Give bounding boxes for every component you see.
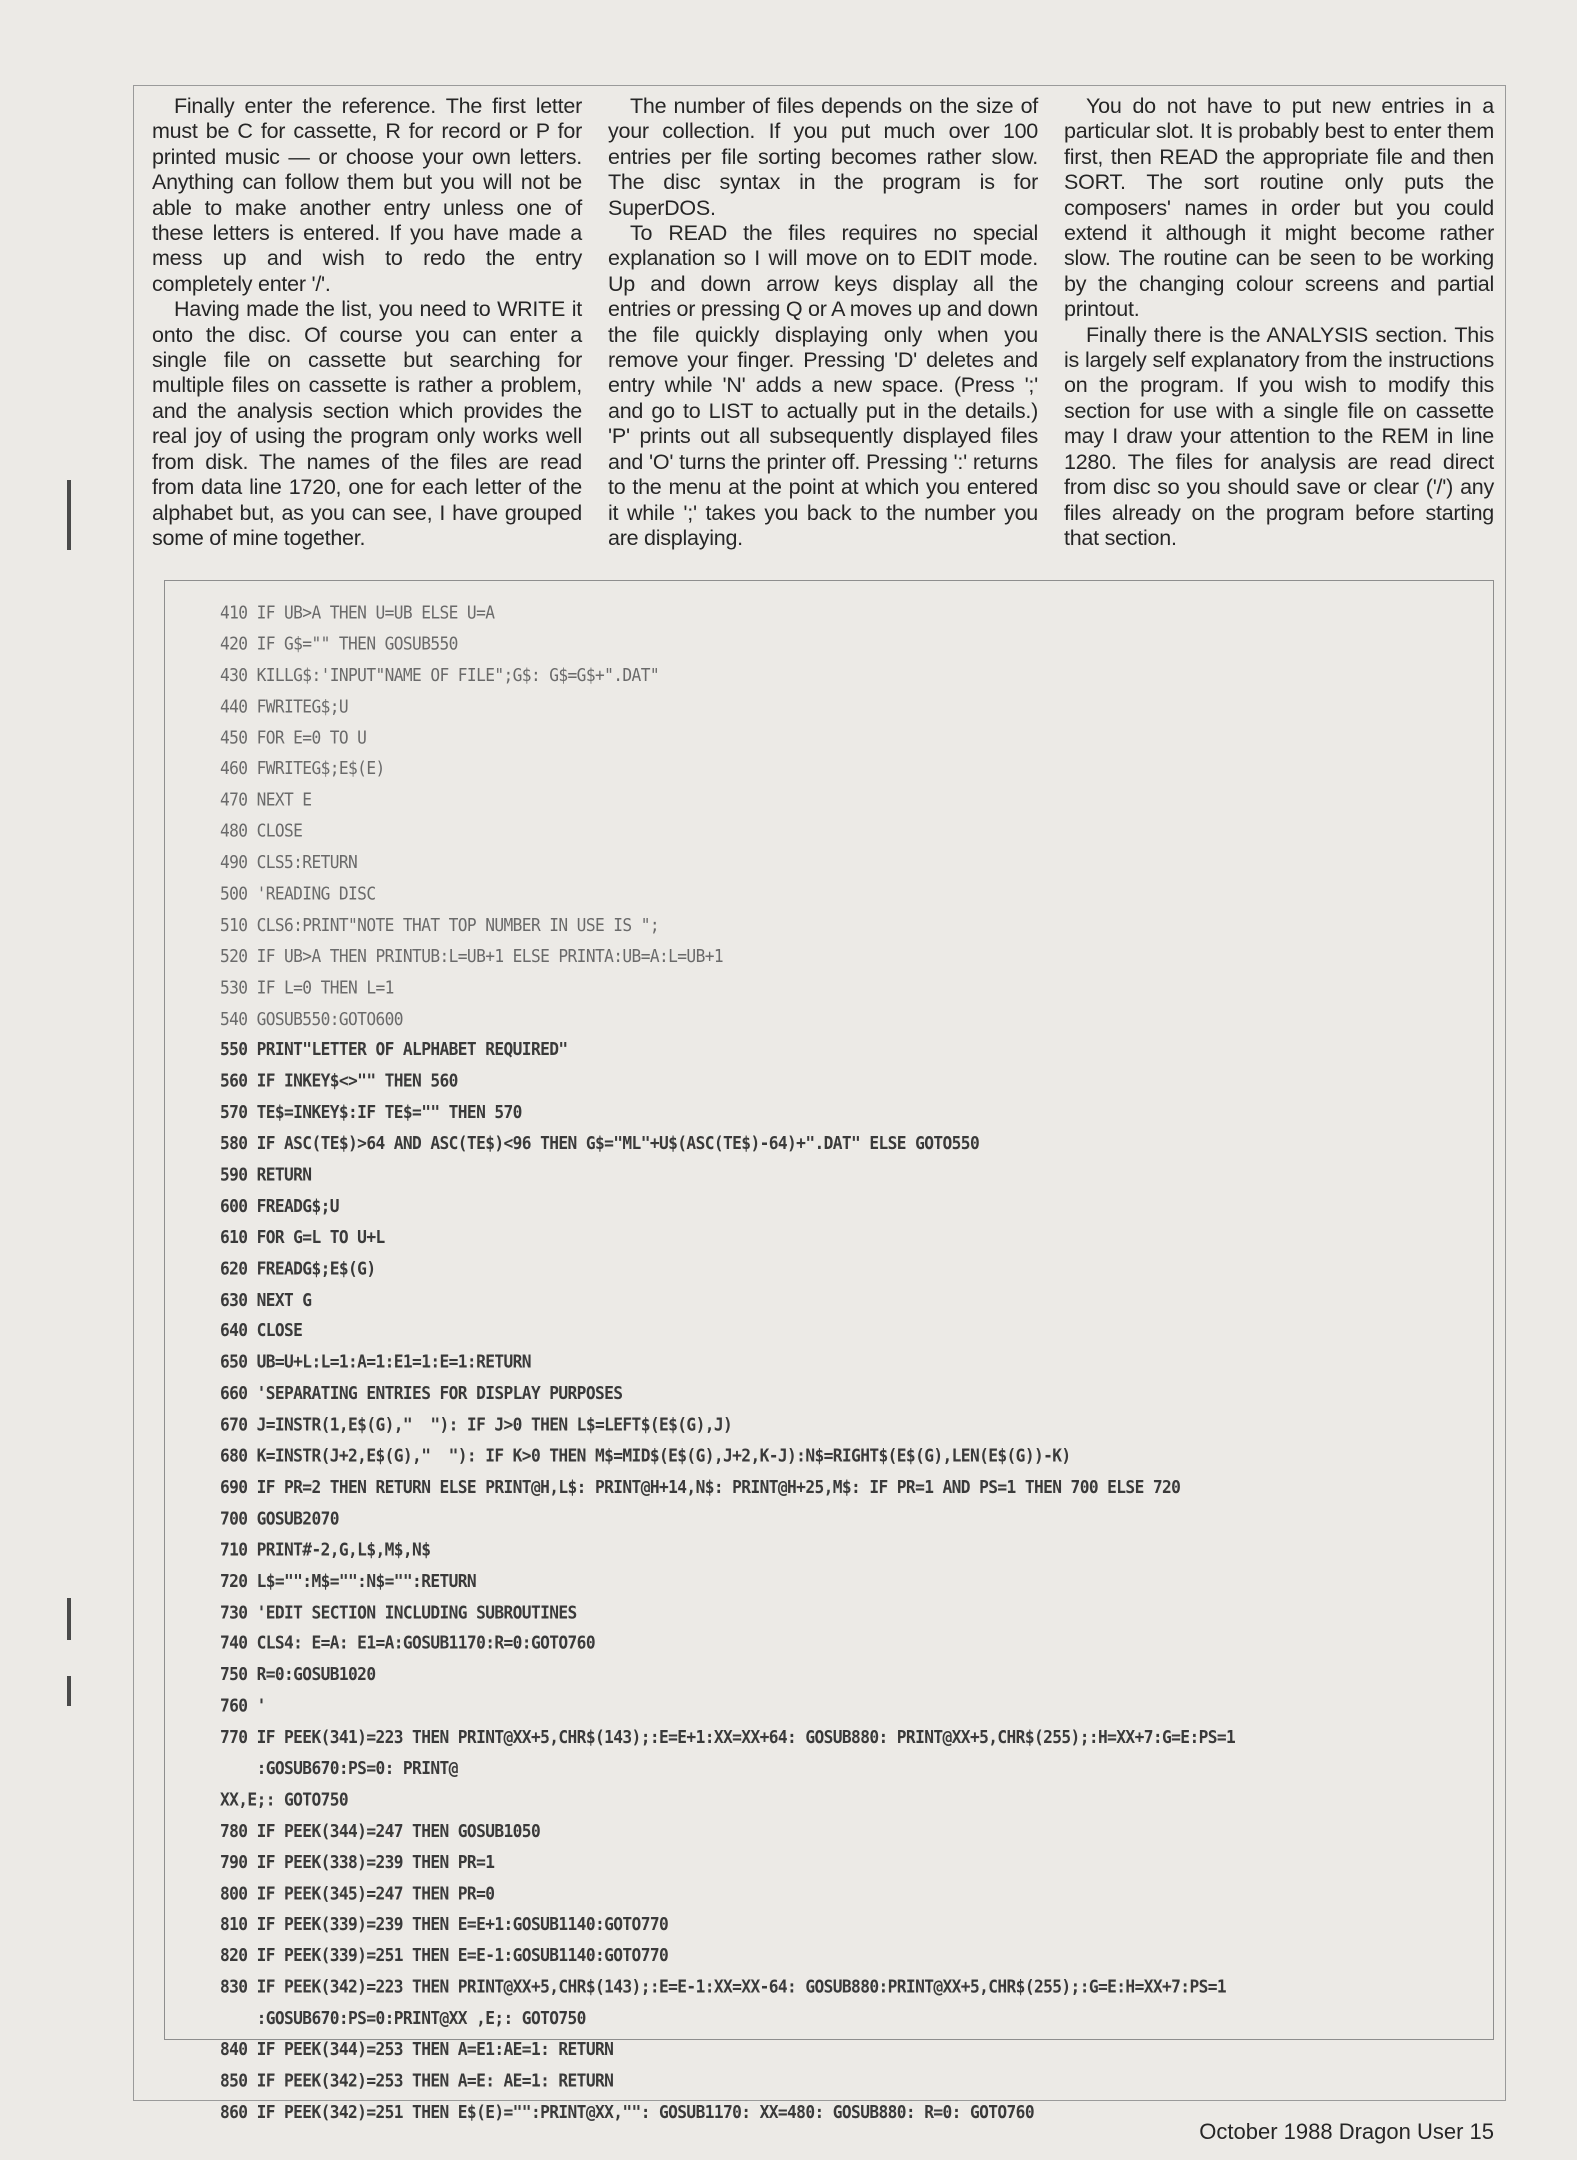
paragraph: Having made the list, you need to WRITE it onto the disc. Of course you can enter a single file on cassette but searching for multiple files on cassette is rather a problem, and the analysis section which provides the real joy of using the program only works well from disk. The names of the files are read from data line 1720, one for each letter of the alphabet but, as you can see, I have grouped some of mine together. [152, 297, 582, 550]
article-column-2 [608, 94, 1038, 564]
code-line: 420 IF G$="" THEN GOSUB550 [220, 632, 458, 654]
paragraph: To READ the files requires no special explanation so I will move on to EDIT mode. Up and down arrow keys display all the entries or pressing Q or A moves up and down the file quickly displaying only when you remove your finger. Pressing 'D' deletes and entry while 'N' adds a new space. (Press ';' and go to LIST to actually put in the details.) 'P' prints out all subsequently displayed files and 'O' turns the printer off. Pressing ':' returns to the menu at the point at which you entered it while ';' takes you back to the number you are displaying. [608, 221, 1038, 550]
article-column-1 [152, 94, 582, 564]
code-line: 800 IF PEEK(345)=247 THEN PR=0 [220, 1882, 495, 1904]
code-line: 860 IF PEEK(342)=251 THEN E$(E)="":PRINT@XX,"": GOSUB1170: XX=480: GOSUB880: R=0: GOTO760 [220, 2100, 1034, 2123]
code-line: 660 'SEPARATING ENTRIES FOR DISPLAY PURPOSES [220, 1382, 623, 1404]
article-columns [152, 94, 1494, 564]
paragraph: Finally enter the reference. The first letter must be C for cassette, R for record or P for printed music — or choose your own letters. Anything can follow them but you will not be able to make another entry unless one of these letters is entered. If you have made a mess up and wish to redo the entry completely enter '/'. [152, 94, 582, 296]
code-line: 740 CLS4: E=A: E1=A:GOSUB1170:R=0:GOTO760 [220, 1632, 595, 1654]
code-line: 480 CLOSE [220, 820, 303, 842]
paragraph: Finally there is the ANALYSIS section. This is largely self explanatory from the instructions on the program. If you wish to modify this section for use with a single file on cassette may I draw your attention to the REM in line 1280. The files for analysis are read direct from disc so you should save or clear ('/') any files already on the program before starting that section. [1064, 322, 1494, 550]
code-line: 710 PRINT#-2,G,L$,M$,N$ [220, 1538, 431, 1560]
code-line: 760 ' [220, 1694, 266, 1717]
code-line: 570 TE$=INKEY$:IF TE$="" THEN 570 [220, 1101, 522, 1123]
paragraph: You do not have to put new entries in a particular slot. It is probably best to enter them first, then READ the appropriate file and then SORT. The sort routine only puts the composers' names in order but you could extend it although it might become rather slow. The routine can be seen to be working by the changing colour screens and partial printout. [1064, 94, 1494, 322]
code-line: 540 GOSUB550:GOTO600 [220, 1007, 403, 1029]
code-line: 580 IF ASC(TE$)>64 AND ASC(TE$)<96 THEN G$="ML"+U$(ASC(TE$)-64)+".DAT" ELSE GOTO550 [220, 1132, 980, 1154]
code-line: 530 IF L=0 THEN L=1 [220, 976, 394, 998]
code-line: 690 IF PR=2 THEN RETURN ELSE PRINT@H,L$: PRINT@H+14,N$: PRINT@H+25,M$: IF PR=1 AND PS=1 THEN 700 ELSE 720 [220, 1476, 1181, 1498]
article-column-3 [1064, 94, 1494, 564]
code-line: 840 IF PEEK(344)=253 THEN A=E1:AE=1: RETURN [220, 2038, 614, 2060]
code-line: 820 IF PEEK(339)=251 THEN E=E-1:GOSUB1140:GOTO770 [220, 1944, 669, 1967]
margin-mark [67, 1676, 71, 1706]
code-line: XX,E;: GOTO750 [220, 1788, 349, 1810]
code-line: 550 PRINT"LETTER OF ALPHABET REQUIRED" [220, 1038, 568, 1061]
code-line: 520 IF UB>A THEN PRINTUB:L=UB+1 ELSE PRINTA:UB=A:L=UB+1 [220, 945, 724, 967]
code-line: 630 NEXT G [220, 1288, 312, 1310]
code-line: 510 CLS6:PRINT"NOTE THAT TOP NUMBER IN USE IS "; [220, 913, 659, 936]
code-line: 600 FREADG$;U [220, 1194, 339, 1217]
code-line: 450 FOR E=0 TO U [220, 726, 367, 748]
margin-mark [67, 1598, 71, 1640]
program-listing [220, 597, 1480, 2128]
code-line: 610 FOR G=L TO U+L [220, 1226, 385, 1248]
code-line: 590 RETURN [220, 1163, 312, 1186]
code-line: 670 J=INSTR(1,E$(G)," "): IF J>0 THEN L$=LEFT$(E$(G),J) [220, 1413, 733, 1435]
page-folio: October 1988 Dragon User 15 [1199, 2119, 1494, 2144]
code-line: 430 KILLG$:'INPUT"NAME OF FILE";G$: G$=G$+".DAT" [220, 663, 659, 686]
code-line: 650 UB=U+L:L=1:A=1:E1=1:E=1:RETURN [220, 1351, 531, 1373]
code-line: 410 IF UB>A THEN U=UB ELSE U=A [220, 601, 495, 623]
code-line: 440 FWRITEG$;U [220, 695, 349, 717]
code-line: 460 FWRITEG$;E$(E) [220, 757, 385, 779]
code-line: 810 IF PEEK(339)=239 THEN E=E+1:GOSUB1140:GOTO770 [220, 1913, 669, 1935]
code-line: 560 IF INKEY$<>"" THEN 560 [220, 1070, 458, 1092]
code-line: 830 IF PEEK(342)=223 THEN PRINT@XX+5,CHR$(143);:E=E-1:XX=XX-64: GOSUB880:PRINT@XX+5,CHR$(255);:G=E:H=XX+7:PS=1 :GOSUB670:PS=0:PRINT@XX ,E;: GOTO750 [220, 1975, 1227, 2029]
code-line: 680 K=INSTR(J+2,E$(G)," "): IF K>0 THEN M$=MID$(E$(G),J+2,K-J):N$=RIGHT$(E$(G),LEN(E$(G))-K) [220, 1444, 1071, 1467]
code-line: 780 IF PEEK(344)=247 THEN GOSUB1050 [220, 1819, 541, 1842]
code-line: 850 IF PEEK(342)=253 THEN A=E: AE=1: RETURN [220, 2069, 614, 2091]
code-line: 490 CLS5:RETURN [220, 851, 358, 873]
code-line: 750 R=0:GOSUB1020 [220, 1663, 376, 1685]
code-line: 790 IF PEEK(338)=239 THEN PR=1 [220, 1851, 495, 1873]
code-line: 770 IF PEEK(341)=223 THEN PRINT@XX+5,CHR$(143);:E=E+1:XX=XX+64: GOSUB880: PRINT@XX+5,CHR$(255);:H=XX+7:G=E:PS=1 :GOSUB670:PS=0: PRINT@ [220, 1726, 1236, 1779]
code-line: 500 'READING DISC [220, 882, 376, 904]
code-line: 620 FREADG$;E$(G) [220, 1257, 376, 1279]
code-line: 720 L$="":M$="":N$="":RETURN [220, 1569, 477, 1592]
code-line: 700 GOSUB2070 [220, 1507, 339, 1529]
code-line: 470 NEXT E [220, 788, 312, 811]
code-line: 730 'EDIT SECTION INCLUDING SUBROUTINES [220, 1601, 577, 1623]
margin-mark [67, 480, 71, 550]
paragraph: The number of files depends on the size of your collection. If you put much over 100 entries per file sorting becomes rather slow. The disc syntax in the program is for SuperDOS. [608, 94, 1038, 220]
code-line: 640 CLOSE [220, 1319, 303, 1342]
